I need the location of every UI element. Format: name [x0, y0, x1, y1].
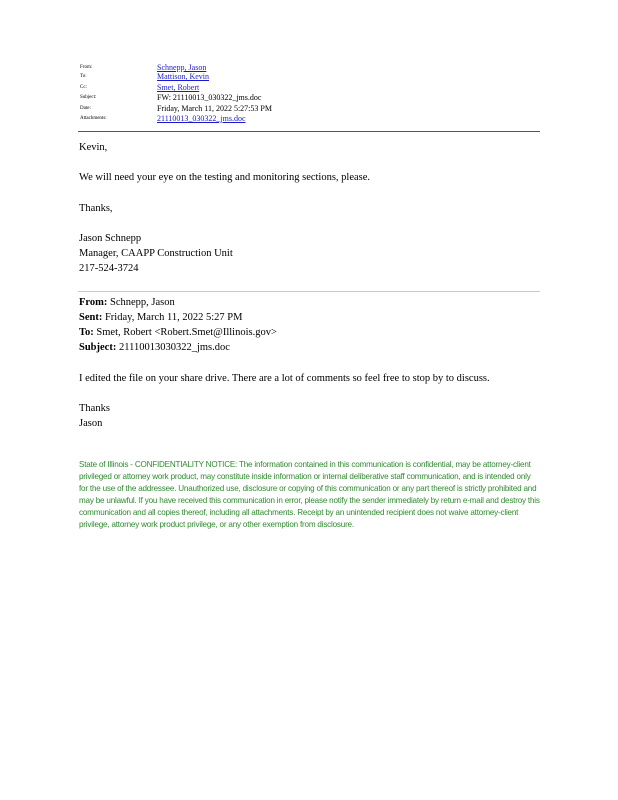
header-subject-value: FW: 21110013_030322_jms.doc — [157, 93, 262, 102]
header-to-label: To: — [80, 74, 87, 79]
forwarded-from-label: From: — [79, 297, 108, 308]
forwarded-subject-label: Subject: — [79, 342, 117, 353]
forwarded-closing: Thanks — [79, 403, 110, 414]
header-attachments-label: Attachments: — [80, 116, 107, 121]
forwarded-sent — [79, 311, 242, 325]
forwarded-to — [79, 326, 277, 340]
forwarded-from-value: Schnepp, Jason — [110, 297, 175, 308]
attachment-link[interactable]: 21110013_030322_jms.doc — [157, 114, 246, 123]
header-subject-label: Subject: — [80, 95, 97, 100]
header-date-label: Date: — [80, 106, 91, 111]
forward-divider — [78, 291, 540, 292]
forwarded-name: Jason — [79, 418, 103, 429]
header-cc-label: Cc: — [80, 85, 87, 90]
header-date-value: Friday, March 11, 2022 5:27:53 PM — [157, 104, 272, 113]
signature-title: Manager, CAAPP Construction Unit — [79, 248, 233, 259]
confidentiality-notice: State of Illinois - CONFIDENTIALITY NOTICE: The information contained in this communication is confidential, may be attorney-client privileged or attorney work product, may constitute inside information or internal deliberative staff communication, and is intended only for the use of the addressee. Unauthorized use, disclosure or copying of this communication or any part thereof is strictly prohibited and may be unlawful. If you have received this communication in error, please notify the sender immediately by return e-mail and destroy this communication and all copies thereof, including all attachments. Receipt by an unintended recipient does not waive attorney-client privilege, attorney work product privilege, or any other exemption from disclosure. — [79, 460, 540, 529]
header-to-link[interactable]: Mattison, Kevin — [157, 72, 209, 81]
body-message: We will need your eye on the testing and monitoring sections, please. — [79, 172, 371, 183]
signature-phone: 217-524-3724 — [79, 263, 139, 274]
body-thanks: Thanks, — [79, 203, 113, 214]
header-from-label: From: — [80, 65, 93, 70]
forwarded-sent-label: Sent: — [79, 312, 103, 323]
signature-name: Jason Schnepp — [79, 233, 142, 244]
header-from-link[interactable]: Schnepp, Jason — [157, 63, 207, 72]
forwarded-sent-value: Friday, March 11, 2022 5:27 PM — [104, 312, 243, 323]
greeting: Kevin, — [79, 142, 108, 153]
forwarded-from — [79, 296, 175, 310]
header-divider — [78, 131, 540, 132]
forwarded-subject — [79, 341, 230, 355]
forwarded-subject-value: 21110013030322_jms.doc — [118, 342, 230, 353]
forwarded-to-value: Smet, Robert <Robert.Smet@Illinois.gov> — [96, 327, 277, 338]
header-cc-link[interactable]: Smet, Robert — [157, 83, 200, 92]
forwarded-to-label: To: — [79, 327, 94, 338]
forwarded-message: I edited the file on your share drive. There are a lot of comments so feel free to stop by to discuss. — [79, 373, 490, 384]
